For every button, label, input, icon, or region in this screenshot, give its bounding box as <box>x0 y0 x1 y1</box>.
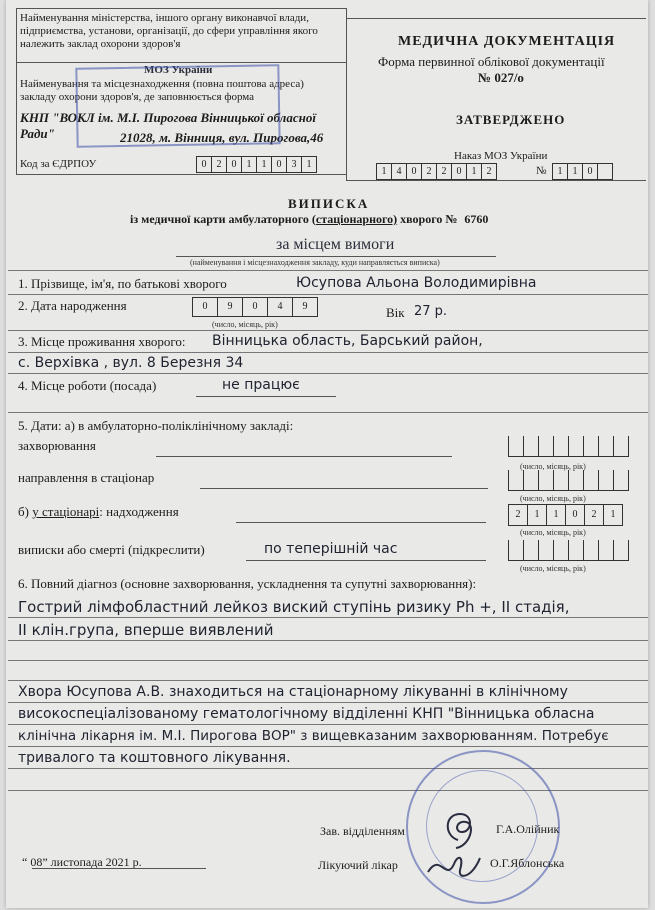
field4-label: 4. Місце роботи (посада) <box>18 378 157 393</box>
referral-date-caption: (число, місяць, рік) <box>520 494 586 503</box>
note-line3: клінічна лікарня ім. М.І. Пирогова ВОР" з вищевказаним захворюванням. Потребує <box>18 728 609 744</box>
edrpou-label: Код за ЄДРПОУ <box>20 158 97 170</box>
discharge-date-label: виписки або смерті (підкреслити) <box>18 542 205 557</box>
age-label: Вік <box>386 305 405 320</box>
doctor-label: Лікуючий лікар <box>318 858 398 872</box>
document-subtitle: із медичної карти амбулаторного (стаціонарного) хворого № 6760 <box>130 212 489 226</box>
form-number: № 027/о <box>478 70 524 85</box>
dob-caption: (число, місяць, рік) <box>212 320 278 329</box>
illness-date-boxes <box>508 436 629 457</box>
order-no-boxes: 1 1 0 <box>552 163 613 180</box>
form-label: Форма первинної облікової документації <box>378 54 605 69</box>
patient-name: Юсупова Альона Володимирівна <box>296 275 537 291</box>
admission-date-boxes: 2 1 1 0 2 1 <box>508 504 623 526</box>
destination-value: за місцем вимоги <box>276 236 395 253</box>
institution-value: КНП "ВОКЛ ім. М.І. Пирогова Вінницької обласної Ради" <box>20 110 316 141</box>
order-label: Наказ МОЗ України <box>454 150 548 162</box>
signature-date: “ 08” листопада 2021 р. <box>22 855 142 869</box>
doctor-name: О.Г.Яблонська <box>490 856 565 870</box>
head-name: Г.А.Олійник <box>496 822 560 836</box>
field2-label: 2. Дата народження <box>18 298 127 313</box>
address-line1: Вінницька область, Барський район, <box>212 333 483 349</box>
frame-bottom-right <box>346 180 646 181</box>
discharge-date-value: по теперішній час <box>264 541 398 557</box>
destination-caption: (найменування і місцезнаходження закладу, куди направляється виписка) <box>190 258 440 267</box>
field1-label: 1. Прізвище, ім'я, по батькові хворого <box>18 276 227 291</box>
frame-left <box>16 8 17 174</box>
illness-date-label: захворювання <box>18 438 96 453</box>
ministry-label: Найменування міністерства, іншого органу виконавчої влади, підприємства, установи, організації, до сфери управління якого належить заклад охорони здоров'я <box>20 12 318 50</box>
document-sheet <box>6 0 648 908</box>
frame-top <box>16 8 346 9</box>
edrpou-boxes: 0 2 0 1 1 0 3 1 <box>196 156 317 173</box>
field5-label: 5. Дати: а) в амбулаторно-поліклінічному закладі: <box>18 418 294 433</box>
ministry-value: МОЗ України <box>144 64 213 76</box>
age-value: 27 р. <box>414 304 448 319</box>
referral-date-boxes <box>508 470 629 491</box>
address-line2: с. Верхівка , вул. 8 Березня 34 <box>18 355 244 371</box>
card-number: 6760 <box>464 212 489 226</box>
diagnosis-line1: Гострий лімфобластний лейкоз виский ступінь ризику Ph +, II стадія, <box>18 598 570 616</box>
institution-address: 21028, м. Вінниця, вул. Пирогова,46 <box>120 130 324 145</box>
admission-date-caption: (число, місяць, рік) <box>520 528 586 537</box>
discharge-date-caption: (число, місяць, рік) <box>520 564 586 573</box>
note-line4: тривалого та коштовного лікування. <box>18 750 291 766</box>
field3-label: 3. Місце проживання хворого: <box>18 334 186 349</box>
frame-top-right <box>346 18 646 19</box>
frame-divider <box>346 8 347 180</box>
frame-bottom-left <box>16 174 346 175</box>
admission-date-label: б) у стаціонарі: надходження <box>18 504 179 519</box>
field6-label: 6. Повний діагноз (основне захворювання, ускладнення та супутні захворювання): <box>18 576 477 591</box>
document-heading: ВИПИСКА <box>288 196 370 211</box>
note-line2: високоспеціалізованому гематологічному відділенні КНП "Вінницька обласна <box>18 706 595 722</box>
institution-stamp <box>75 64 280 148</box>
referral-date-label: направлення в стаціонар <box>18 470 155 485</box>
head-label: Зав. відділенням <box>320 824 405 838</box>
illness-date-caption: (число, місяць, рік) <box>520 462 586 471</box>
order-date-boxes: 1 4 0 2 2 0 1 2 <box>376 163 497 180</box>
diagnosis-line2: II клін.група, вперше виявлений <box>18 621 274 639</box>
doctor-signature <box>420 842 490 888</box>
dob-boxes: 0 9 0 4 9 <box>192 297 318 317</box>
note-line1: Хвора Юсупова А.В. знаходиться на стаціонарному лікуванні в клінічному <box>18 684 568 700</box>
institution-label: Найменування та місцезнаходження (повна поштова адреса) закладу охорони здоров'я, де заповнюється форма <box>20 78 304 103</box>
order-no-label: № <box>536 165 547 177</box>
discharge-date-boxes <box>508 540 629 561</box>
med-doc-title: МЕДИЧНА ДОКУМЕНТАЦІЯ <box>398 34 616 49</box>
workplace-value: не працює <box>222 377 300 393</box>
approved-label: ЗАТВЕРДЖЕНО <box>456 112 566 127</box>
